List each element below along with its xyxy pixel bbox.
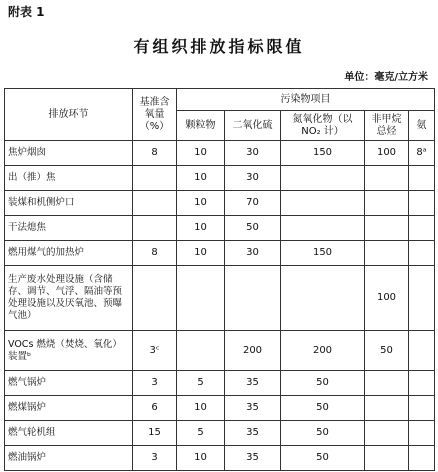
unit-label: 单位：毫克/立方米 <box>344 72 428 83</box>
table-row <box>5 421 435 446</box>
table-row <box>5 141 435 166</box>
pm-cell: 5 <box>177 371 225 396</box>
nmhc-cell: 100 <box>365 141 409 166</box>
so2-cell: 200 <box>225 331 281 371</box>
nox-cell <box>281 191 365 216</box>
nmhc-cell <box>365 446 409 471</box>
nox-cell: 150 <box>281 241 365 266</box>
pm-cell: 10 <box>177 396 225 421</box>
nox-cell <box>281 216 365 241</box>
so2-cell: 35 <box>225 446 281 471</box>
oxygen-cell: 3 <box>133 446 177 471</box>
oxygen-cell: 8 <box>133 141 177 166</box>
header-nmhc: 非甲烷总烃 <box>365 111 409 141</box>
nh3-cell <box>409 396 435 421</box>
nox-cell: 50 <box>281 371 365 396</box>
source-cell: 燃气锅炉 <box>5 371 133 396</box>
pm-cell: 10 <box>177 191 225 216</box>
nh3-cell <box>409 371 435 396</box>
pm-cell: 10 <box>177 216 225 241</box>
source-cell: 装煤和机侧炉口 <box>5 191 133 216</box>
header-nox: 氮氧化物（以 NO₂ 计） <box>281 111 365 141</box>
table-row <box>5 371 435 396</box>
so2-cell: 35 <box>225 371 281 396</box>
nox-cell <box>281 266 365 331</box>
header-so2: 二氧化硫 <box>225 111 281 141</box>
header-nh3: 氨 <box>409 111 435 141</box>
oxygen-cell: 8 <box>133 241 177 266</box>
nh3-cell <box>409 216 435 241</box>
nh3-cell <box>409 421 435 446</box>
oxygen-cell: 6 <box>133 396 177 421</box>
pm-cell: 10 <box>177 141 225 166</box>
oxygen-cell <box>133 266 177 331</box>
source-cell: 干法熄焦 <box>5 216 133 241</box>
emission-limits-table <box>4 88 435 471</box>
page-title: 有组织排放指标限值 <box>133 37 305 56</box>
nmhc-cell <box>365 371 409 396</box>
pm-cell: 10 <box>177 241 225 266</box>
so2-cell: 30 <box>225 141 281 166</box>
table-row <box>5 216 435 241</box>
nox-cell <box>281 166 365 191</box>
oxygen-cell: 15 <box>133 421 177 446</box>
header-source: 排放环节 <box>5 89 133 141</box>
table-row <box>5 191 435 216</box>
table-row <box>5 166 435 191</box>
nmhc-cell <box>365 216 409 241</box>
so2-cell <box>225 266 281 331</box>
nmhc-cell <box>365 396 409 421</box>
nox-cell: 50 <box>281 446 365 471</box>
nox-cell: 50 <box>281 421 365 446</box>
table-row <box>5 241 435 266</box>
oxygen-cell: 3ᶜ <box>133 331 177 371</box>
pm-cell: 10 <box>177 446 225 471</box>
nh3-cell <box>409 191 435 216</box>
nmhc-cell <box>365 166 409 191</box>
source-cell: 燃煤锅炉 <box>5 396 133 421</box>
source-cell: 出（推）焦 <box>5 166 133 191</box>
header-oxygen: 基准含氧量（%） <box>133 89 177 141</box>
nox-cell: 200 <box>281 331 365 371</box>
table-row <box>5 446 435 471</box>
header-pm: 颗粒物 <box>177 111 225 141</box>
nh3-cell: 8ᵃ <box>409 141 435 166</box>
so2-cell: 50 <box>225 216 281 241</box>
nmhc-cell <box>365 191 409 216</box>
nox-cell: 50 <box>281 396 365 421</box>
oxygen-cell: 3 <box>133 371 177 396</box>
source-cell: 燃气轮机组 <box>5 421 133 446</box>
nmhc-cell: 50 <box>365 331 409 371</box>
pm-cell <box>177 331 225 371</box>
so2-cell: 70 <box>225 191 281 216</box>
source-cell: 燃油锅炉 <box>5 446 133 471</box>
oxygen-cell <box>133 216 177 241</box>
nox-cell: 150 <box>281 141 365 166</box>
nh3-cell <box>409 166 435 191</box>
pm-cell: 5 <box>177 421 225 446</box>
so2-cell: 30 <box>225 166 281 191</box>
header-pollutants: 污染物项目 <box>177 89 435 111</box>
source-cell: VOCs 燃烧（焚烧、氧化）装置ᵇ <box>5 331 133 371</box>
source-cell: 焦炉烟囱 <box>5 141 133 166</box>
so2-cell: 35 <box>225 421 281 446</box>
nh3-cell <box>409 331 435 371</box>
nmhc-cell <box>365 421 409 446</box>
oxygen-cell <box>133 166 177 191</box>
table-row <box>5 331 435 371</box>
so2-cell: 35 <box>225 396 281 421</box>
nh3-cell <box>409 266 435 331</box>
source-cell: 生产废水处理设施（含储存、调节、气浮、隔油等预处理设施以及厌氧池、预曝气池） <box>5 266 133 331</box>
appendix-label: 附表 1 <box>8 5 45 19</box>
source-cell: 燃用煤气的加热炉 <box>5 241 133 266</box>
table-row <box>5 396 435 421</box>
nh3-cell <box>409 446 435 471</box>
nmhc-cell <box>365 241 409 266</box>
pm-cell: 10 <box>177 166 225 191</box>
nmhc-cell: 100 <box>365 266 409 331</box>
nh3-cell <box>409 241 435 266</box>
oxygen-cell <box>133 191 177 216</box>
so2-cell: 30 <box>225 241 281 266</box>
pm-cell <box>177 266 225 331</box>
table-row <box>5 266 435 331</box>
